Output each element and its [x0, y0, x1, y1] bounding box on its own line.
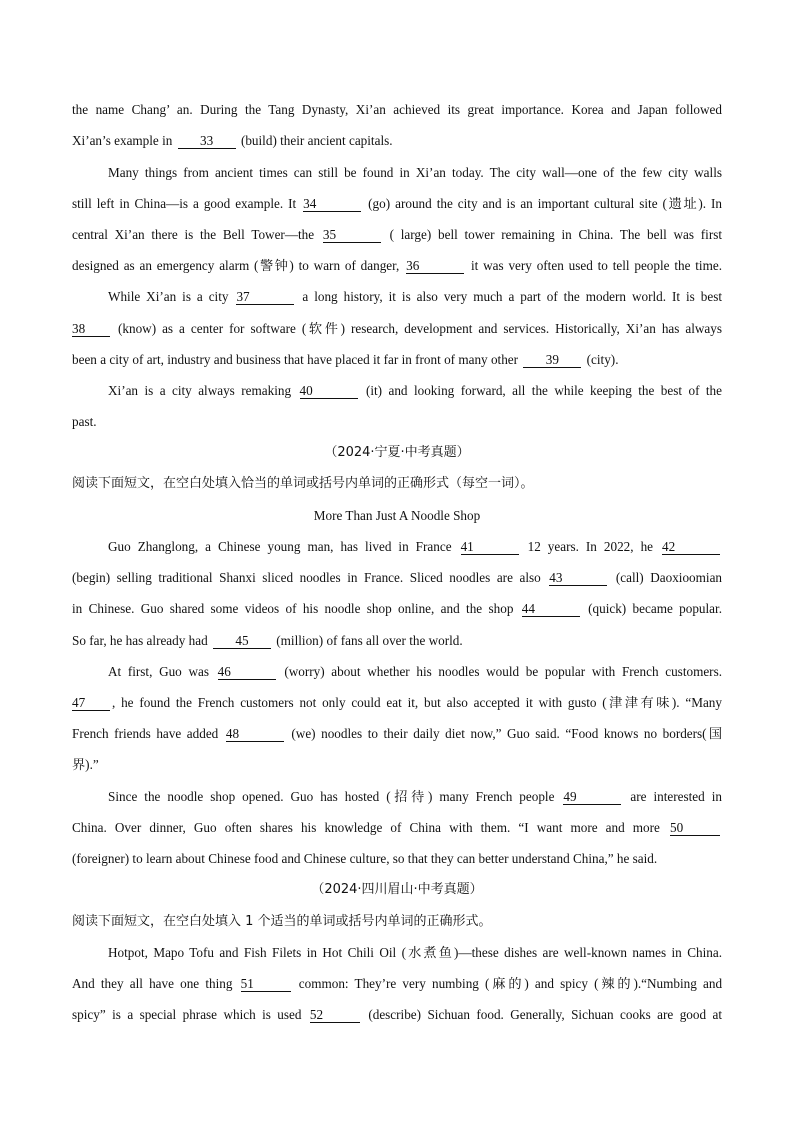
blank-41[interactable]: 41	[461, 539, 519, 555]
text: 12 years. In 2022, he	[527, 539, 654, 554]
text: (it) and looking forward, all the while keeping the best of the	[365, 383, 723, 398]
s2-line-4	[72, 631, 722, 651]
s1-line-11	[72, 412, 722, 432]
text: (million) of fans all over the world.	[276, 633, 463, 648]
text: French friends have added	[72, 726, 219, 741]
s2-line-2	[72, 568, 722, 588]
text: spicy” is a special phrase which is used	[72, 1007, 302, 1022]
s2-line-9	[72, 787, 722, 807]
text: 界).”	[72, 757, 99, 772]
text: So far, he has already had	[72, 633, 208, 648]
blank-35[interactable]: 35	[323, 227, 381, 243]
text: common: They’re very numbing (麻的) and spicy (辣的).“Numbing and	[298, 976, 723, 991]
text: (call) Daoxioomian	[615, 570, 723, 585]
blank-47[interactable]: 47	[72, 695, 110, 711]
blank-42[interactable]: 42	[662, 539, 720, 555]
s2-line-7	[72, 724, 722, 744]
s1-line-4	[72, 194, 722, 214]
s2-source: （2024·宁夏·中考真题）	[324, 445, 470, 460]
blank-46[interactable]: 46	[218, 664, 276, 680]
s1-line-9	[72, 350, 722, 370]
s1-line-2	[72, 131, 722, 151]
text: (know) as a center for software (软件) research, development and services. Historically, Xi’an has always	[118, 321, 722, 336]
s3-line-1	[72, 943, 722, 963]
text: Hotpot, Mapo Tofu and Fish Filets in Hot Chili Oil (水煮鱼)—these dishes are well-known names in China.	[108, 945, 722, 960]
text: Many things from ancient times can still be found in Xi’an today. The city wall—one of the few city walls	[108, 165, 722, 180]
s2-line-1	[72, 537, 722, 557]
text: Xi’an’s example in	[72, 133, 173, 148]
text: (we) noodles to their daily diet now,” Guo said. “Food knows no borders(国	[291, 726, 723, 741]
text: While Xi’an is a city	[108, 289, 229, 304]
text: past.	[72, 414, 97, 429]
blank-39[interactable]: 39	[523, 352, 581, 368]
text: , he found the French customers not only could eat it, but also accepted it with gusto (津津有味). “Many	[112, 695, 722, 710]
text: a long history, it is also very much a part of the modern world. It is best	[302, 289, 722, 304]
text: it was very often used to tell people the time.	[470, 258, 722, 273]
s1-line-5	[72, 225, 722, 245]
s2-line-5	[72, 662, 722, 682]
s2-line-10	[72, 818, 722, 838]
text: designed as an emergency alarm (警钟) to warn of danger,	[72, 258, 400, 273]
s3-line-3	[72, 1005, 722, 1025]
text: Since the noodle shop opened. Guo has hosted (招待) many French people	[108, 789, 555, 804]
text: still left in China—is a good example. It	[72, 196, 297, 211]
text: (foreigner) to learn about Chinese food and Chinese culture, so that they can better understand China,” he said.	[72, 851, 658, 866]
text: (build) their ancient capitals.	[240, 133, 393, 148]
s1-line-10	[72, 381, 722, 401]
s1-line-7	[72, 287, 722, 307]
text: And they all have one thing	[72, 976, 233, 991]
text: China. Over dinner, Guo often shares his knowledge of China with them. “I want more and more	[72, 820, 660, 835]
s1-line-1	[72, 100, 722, 120]
text: central Xi’an there is the Bell Tower—the	[72, 227, 315, 242]
blank-34[interactable]: 34	[303, 196, 361, 212]
blank-49[interactable]: 49	[563, 789, 621, 805]
text: (quick) became popular.	[588, 601, 722, 616]
s3-instruction: 阅读下面短文，在空白处填入 1 个适当的单词或括号内单词的正确形式。	[72, 914, 492, 929]
text: are interested in	[630, 789, 722, 804]
text: Guo Zhanglong, a Chinese young man, has lived in France	[108, 539, 452, 554]
s2-line-11	[72, 849, 722, 869]
text: (begin) selling traditional Shanxi sliced noodles in France. Sliced noodles are also	[72, 570, 541, 585]
text: ( large) bell tower remaining in China. The bell was first	[389, 227, 723, 242]
s2-instruction: 阅读下面短文，在空白处填入恰当的单词或括号内单词的正确形式（每空一词）。	[72, 476, 534, 491]
text: the name Chang’ an. During the Tang Dynasty, Xi’an achieved its great importance. Korea and Japan followed	[72, 102, 722, 117]
blank-50[interactable]: 50	[670, 820, 720, 836]
text: been a city of art, industry and business that have placed it far in front of many other	[72, 352, 519, 367]
s2-line-3	[72, 599, 722, 619]
text: in Chinese. Guo shared some videos of his noodle shop online, and the shop	[72, 601, 514, 616]
s2-line-8	[72, 755, 722, 775]
text: At first, Guo was	[108, 664, 209, 679]
s1-line-6	[72, 256, 722, 276]
blank-38[interactable]: 38	[72, 321, 110, 337]
blank-33[interactable]: 33	[178, 133, 236, 149]
blank-48[interactable]: 48	[226, 726, 284, 742]
s1-line-8	[72, 319, 722, 339]
blank-52[interactable]: 52	[310, 1007, 360, 1023]
blank-40[interactable]: 40	[300, 383, 358, 399]
text: Xi’an is a city always remaking	[108, 383, 292, 398]
blank-43[interactable]: 43	[549, 570, 607, 586]
s3-line-2	[72, 974, 722, 994]
text: (describe) Sichuan food. Generally, Sichuan cooks are good at	[368, 1007, 722, 1022]
s2-title: More Than Just A Noodle Shop	[313, 508, 481, 523]
s3-source: （2024·四川眉山·中考真题）	[311, 882, 483, 897]
blank-45[interactable]: 45	[213, 633, 271, 649]
s2-line-6	[72, 693, 722, 713]
blank-36[interactable]: 36	[406, 258, 464, 274]
text: (city).	[586, 352, 619, 367]
s1-line-3	[72, 163, 722, 183]
blank-37[interactable]: 37	[236, 289, 294, 305]
blank-51[interactable]: 51	[241, 976, 291, 992]
blank-44[interactable]: 44	[522, 601, 580, 617]
text: (go) around the city and is an important cultural site (遗址). In	[368, 196, 722, 211]
text: (worry) about whether his noodles would be popular with French customers.	[284, 664, 723, 679]
